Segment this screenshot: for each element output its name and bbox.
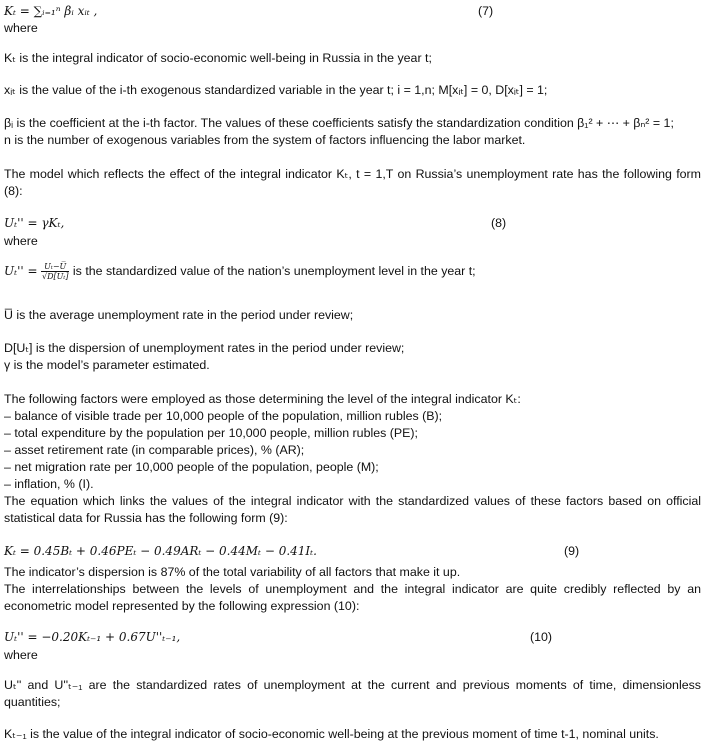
u-lhs: Uₜ'' = xyxy=(4,263,38,278)
factor-item: – balance of visible trade per 10,000 people of the population, million rubles (B); xyxy=(4,409,443,423)
equation-10-number: (10) xyxy=(530,630,553,644)
equation-9: Kₜ = 0.45Bₜ + 0.46PEₜ − 0.49ARₜ − 0.44Mₜ − 0.41Iₜ. xyxy=(4,544,317,558)
definition-d: D[Uₜ] is the dispersion of unemployment rates in the period under review; xyxy=(4,341,405,355)
factors-intro: The following factors were employed as those determining the level of the integral indicator Kₜ: xyxy=(4,392,521,406)
equation-9-number: (9) xyxy=(564,544,580,558)
u-fraction-denominator: √D[Uₜ] xyxy=(42,272,69,281)
definition-u2: Uₜ'' and U''ₜ₋₁ are the standardized rates of unemployment at the current and previous moments of time, dimensionless quantities; xyxy=(4,678,701,709)
definition-u xyxy=(4,262,476,281)
u-fraction xyxy=(41,262,69,281)
definition-k2: Kₜ₋₁ is the value of the integral indicator of socio-economic well-being at the previous moment of time t-1, nominal units. xyxy=(4,727,659,741)
factor-item: – net migration rate per 10,000 people of the population, people (M); xyxy=(4,460,379,474)
factor-item: – total expenditure by the population per 10,000 people, million rubles (PE); xyxy=(4,426,418,440)
equation-7-number: (7) xyxy=(478,4,494,18)
equation-7: Kₜ = ∑ᵢ₌₁ⁿ βᵢ xᵢₜ , xyxy=(4,4,98,18)
where-label: where xyxy=(4,21,38,35)
definition-n: n is the number of exogenous variables from the system of factors influencing the labor market. xyxy=(4,133,526,147)
interrelationship-paragraph: The interrelationships between the levels of unemployment and the integral indicator are quite credibly reflected by an econometric model represented by the following expression (10): xyxy=(4,582,701,613)
definition-beta: βᵢ is the coefficient at the i-th factor. The values of these coefficients satisfy the standardization condition β₁² + ⋯ + βₙ² = 1; xyxy=(4,116,674,130)
model-paragraph: The model which reflects the effect of the integral indicator Kₜ, t = 1,T on Russia’s unemployment rate has the following form (8): xyxy=(4,167,701,198)
factor-item: – inflation, % (I). xyxy=(4,477,94,491)
definition-x: xᵢₜ is the value of the i-th exogenous standardized variable in the year t; i = 1,n; M[xᵢₜ] = 0, D[xᵢₜ] = 1; xyxy=(4,83,548,97)
equation-10: Uₜ'' = −0.20Kₜ₋₁ + 0.67U''ₜ₋₁, xyxy=(4,630,181,644)
factor-item: – asset retirement rate (in comparable prices), % (AR); xyxy=(4,443,305,457)
definition-ubar: U̅ is the average unemployment rate in the period under review; xyxy=(4,308,354,322)
dispersion-line: The indicator’s dispersion is 87% of the total variability of all factors that make it up. xyxy=(4,565,461,579)
definition-k: Kₜ is the integral indicator of socio-economic well-being in Russia in the year t; xyxy=(4,51,432,65)
equation-8: Uₜ'' = γKₜ, xyxy=(4,216,65,230)
u-fraction-numerator: Uₜ−U̅ xyxy=(41,262,69,272)
equation-8-number: (8) xyxy=(491,216,507,230)
definition-gamma: γ is the model’s parameter estimated. xyxy=(4,358,210,372)
where-label: where xyxy=(4,648,38,662)
u-definition-text: is the standardized value of the nation’s unemployment level in the year t; xyxy=(72,263,476,278)
equation-paragraph: The equation which links the values of the integral indicator with the standardized values of these factors based on official statistical data for Russia has the following form (9): xyxy=(4,494,701,525)
where-label: where xyxy=(4,234,38,248)
